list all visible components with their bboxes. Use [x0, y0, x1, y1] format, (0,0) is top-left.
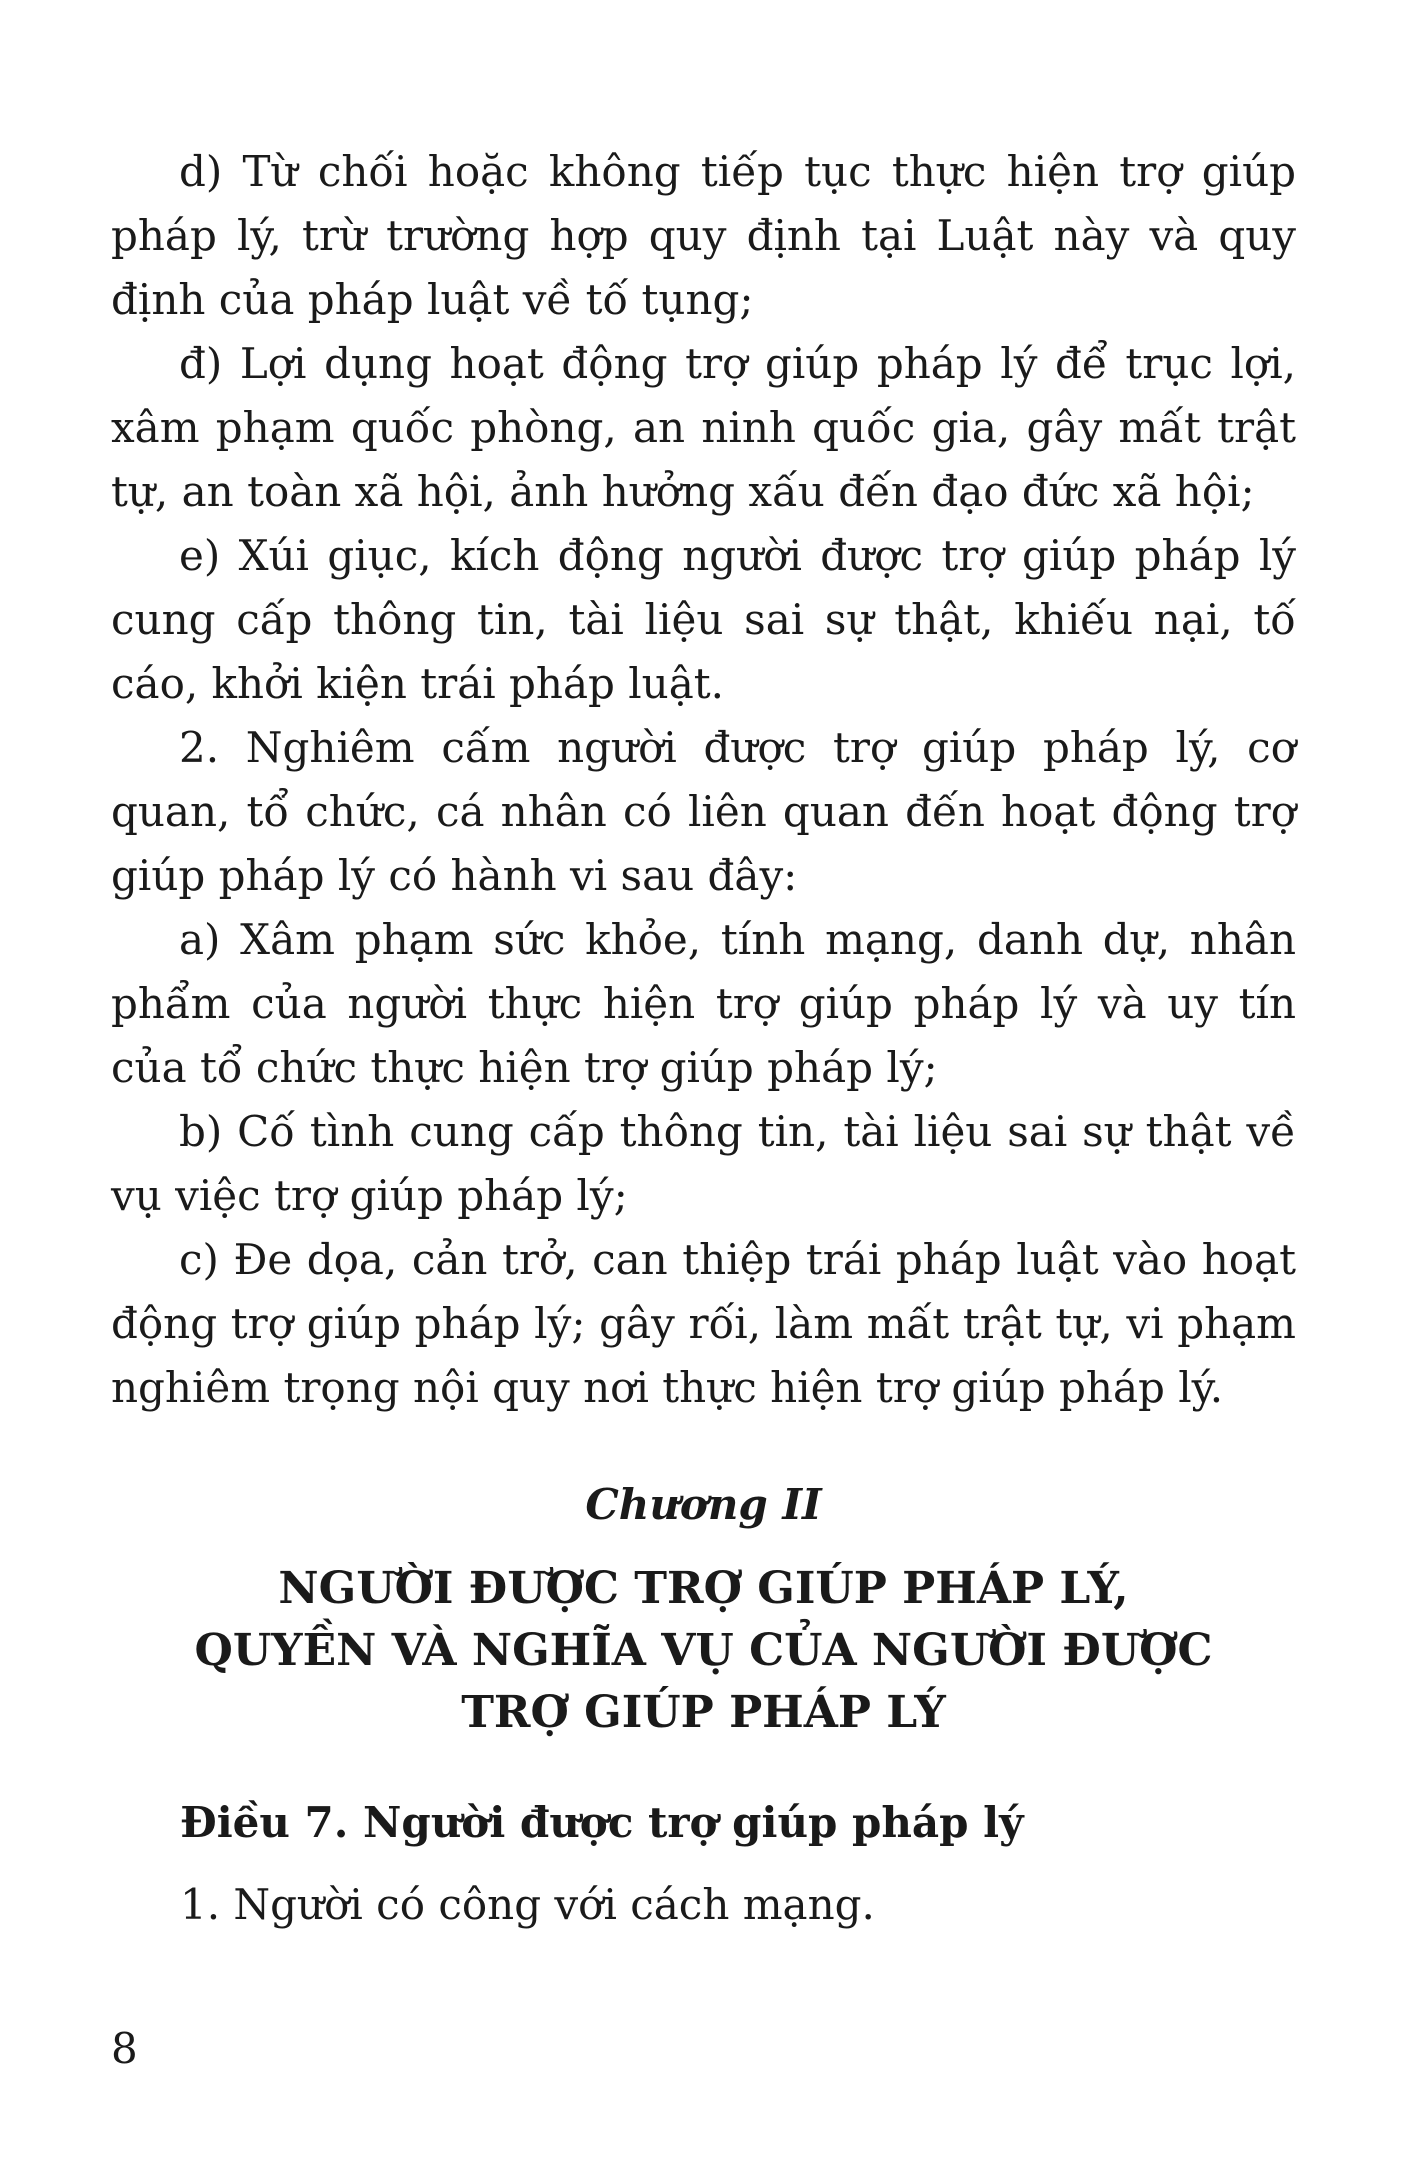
paragraph-b: b) Cố tình cung cấp thông tin, tài liệu sai sự thật về vụ việc trợ giúp pháp lý; [111, 1107, 1296, 1220]
chapter-title-line: QUYỀN VÀ NGHĨA VỤ CỦA NGƯỜI ĐƯỢC [194, 1625, 1213, 1676]
article-paragraph: 1. Người có công với cách mạng. [180, 1880, 875, 1929]
chapter-title [111, 1558, 1296, 1744]
paragraph-dd: đ) Lợi dụng hoạt động trợ giúp pháp lý để trục lợi, xâm phạm quốc phòng, an ninh quốc gia, gây mất trật tự, an toàn xã hội, ảnh hưởng xấu đến đạo đức xã hội; [111, 339, 1296, 516]
chapter-title-line: NGƯỜI ĐƯỢC TRỢ GIÚP PHÁP LÝ, [278, 1563, 1129, 1614]
paragraph-e: e) Xúi giục, kích động người được trợ giúp pháp lý cung cấp thông tin, tài liệu sai sự thật, khiếu nại, tố cáo, khởi kiện trái pháp luật. [111, 531, 1296, 708]
article-heading: Điều 7. Người được trợ giúp pháp lý [180, 1798, 1024, 1847]
chapter-label: Chương II [585, 1480, 822, 1529]
page-number: 8 [111, 2024, 138, 2073]
paragraph-c: c) Đe dọa, cản trở, can thiệp trái pháp luật vào hoạt động trợ giúp pháp lý; gây rối, làm mất trật tự, vi phạm nghiêm trọng nội quy nơi thực hiện trợ giúp pháp lý. [111, 1235, 1296, 1412]
chapter-title-line: TRỢ GIÚP PHÁP LÝ [461, 1687, 946, 1738]
paragraph-2: 2. Nghiêm cấm người được trợ giúp pháp lý, cơ quan, tổ chức, cá nhân có liên quan đến hoạt động trợ giúp pháp lý có hành vi sau đây: [111, 723, 1296, 900]
body-text [111, 140, 1296, 1420]
paragraph-d: d) Từ chối hoặc không tiếp tục thực hiện trợ giúp pháp lý, trừ trường hợp quy định tại Luật này và quy định của pháp luật về tố tụng; [111, 147, 1296, 324]
paragraph-a: a) Xâm phạm sức khỏe, tính mạng, danh dự, nhân phẩm của người thực hiện trợ giúp pháp lý và uy tín của tổ chức thực hiện trợ giúp pháp lý; [111, 915, 1296, 1092]
